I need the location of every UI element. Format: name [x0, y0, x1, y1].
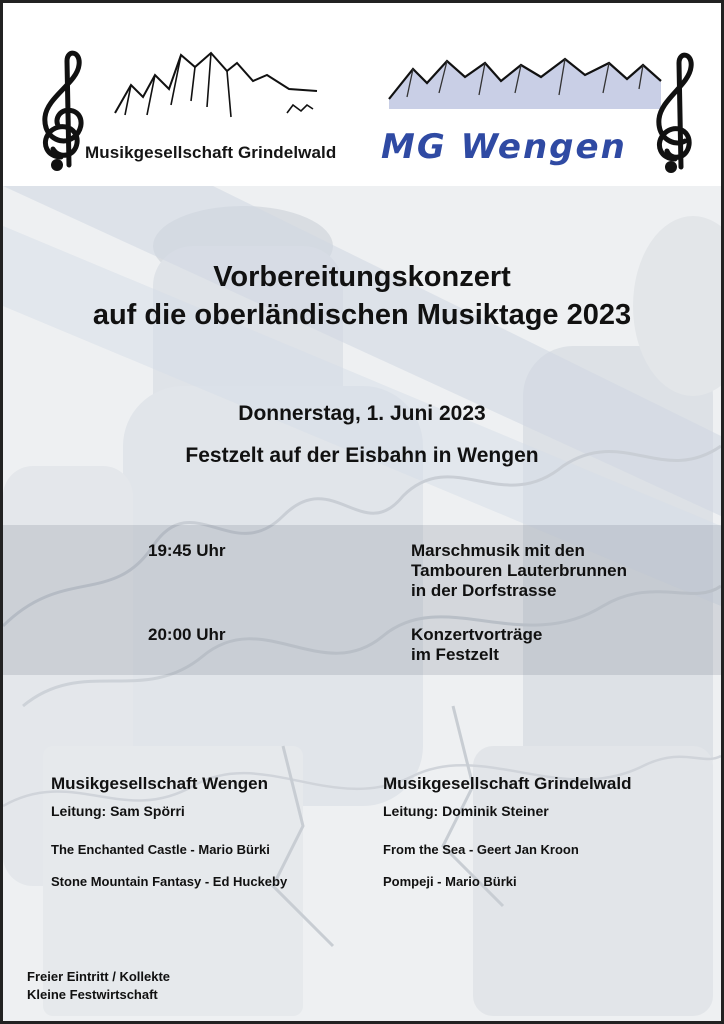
band-grindelwald-piece-1: From the Sea - Geert Jan Kroon — [383, 842, 579, 857]
event-location: Festzelt auf der Eisbahn in Wengen — [185, 444, 539, 467]
logo-grindelwald-name: Musikgesellschaft Grindelwald — [85, 143, 337, 162]
headline-line-1: Vorbereitungskonzert — [213, 261, 511, 293]
schedule-desc-line: Konzertvorträge — [411, 625, 543, 644]
band-wengen-piece-1: The Enchanted Castle - Mario Bürki — [51, 842, 270, 857]
schedule-desc-line: im Festzelt — [411, 645, 499, 664]
footer-catering: Kleine Festwirtschaft — [27, 987, 158, 1002]
schedule-desc-line: in der Dorfstrasse — [411, 581, 557, 600]
schedule-desc-line: Tambouren Lauterbrunnen — [411, 561, 627, 580]
schedule-time-2: 20:00 Uhr — [148, 625, 226, 644]
schedule-desc-line: Marschmusik mit den — [411, 541, 585, 560]
schedule-desc-1 — [411, 541, 627, 601]
band-wengen-leader: Leitung: Sam Spörri — [51, 803, 185, 819]
logo-header — [3, 3, 721, 186]
footer-admission: Freier Eintritt / Kollekte — [27, 969, 171, 984]
schedule-time-1: 19:45 Uhr — [148, 541, 226, 560]
band-grindelwald-leader: Leitung: Dominik Steiner — [383, 803, 549, 819]
band-wengen-name: Musikgesellschaft Wengen — [51, 774, 268, 793]
event-date: Donnerstag, 1. Juni 2023 — [238, 402, 486, 425]
headline-line-2: auf die oberländischen Musiktage 2023 — [92, 299, 632, 331]
band-grindelwald-piece-2: Pompeji - Mario Bürki — [383, 874, 517, 889]
logo-wengen-name: MG Wengen — [381, 127, 627, 167]
schedule-desc-2 — [411, 625, 542, 665]
band-grindelwald-name: Musikgesellschaft Grindelwald — [383, 774, 632, 793]
band-wengen-piece-2: Stone Mountain Fantasy - Ed Huckeby — [51, 874, 288, 889]
